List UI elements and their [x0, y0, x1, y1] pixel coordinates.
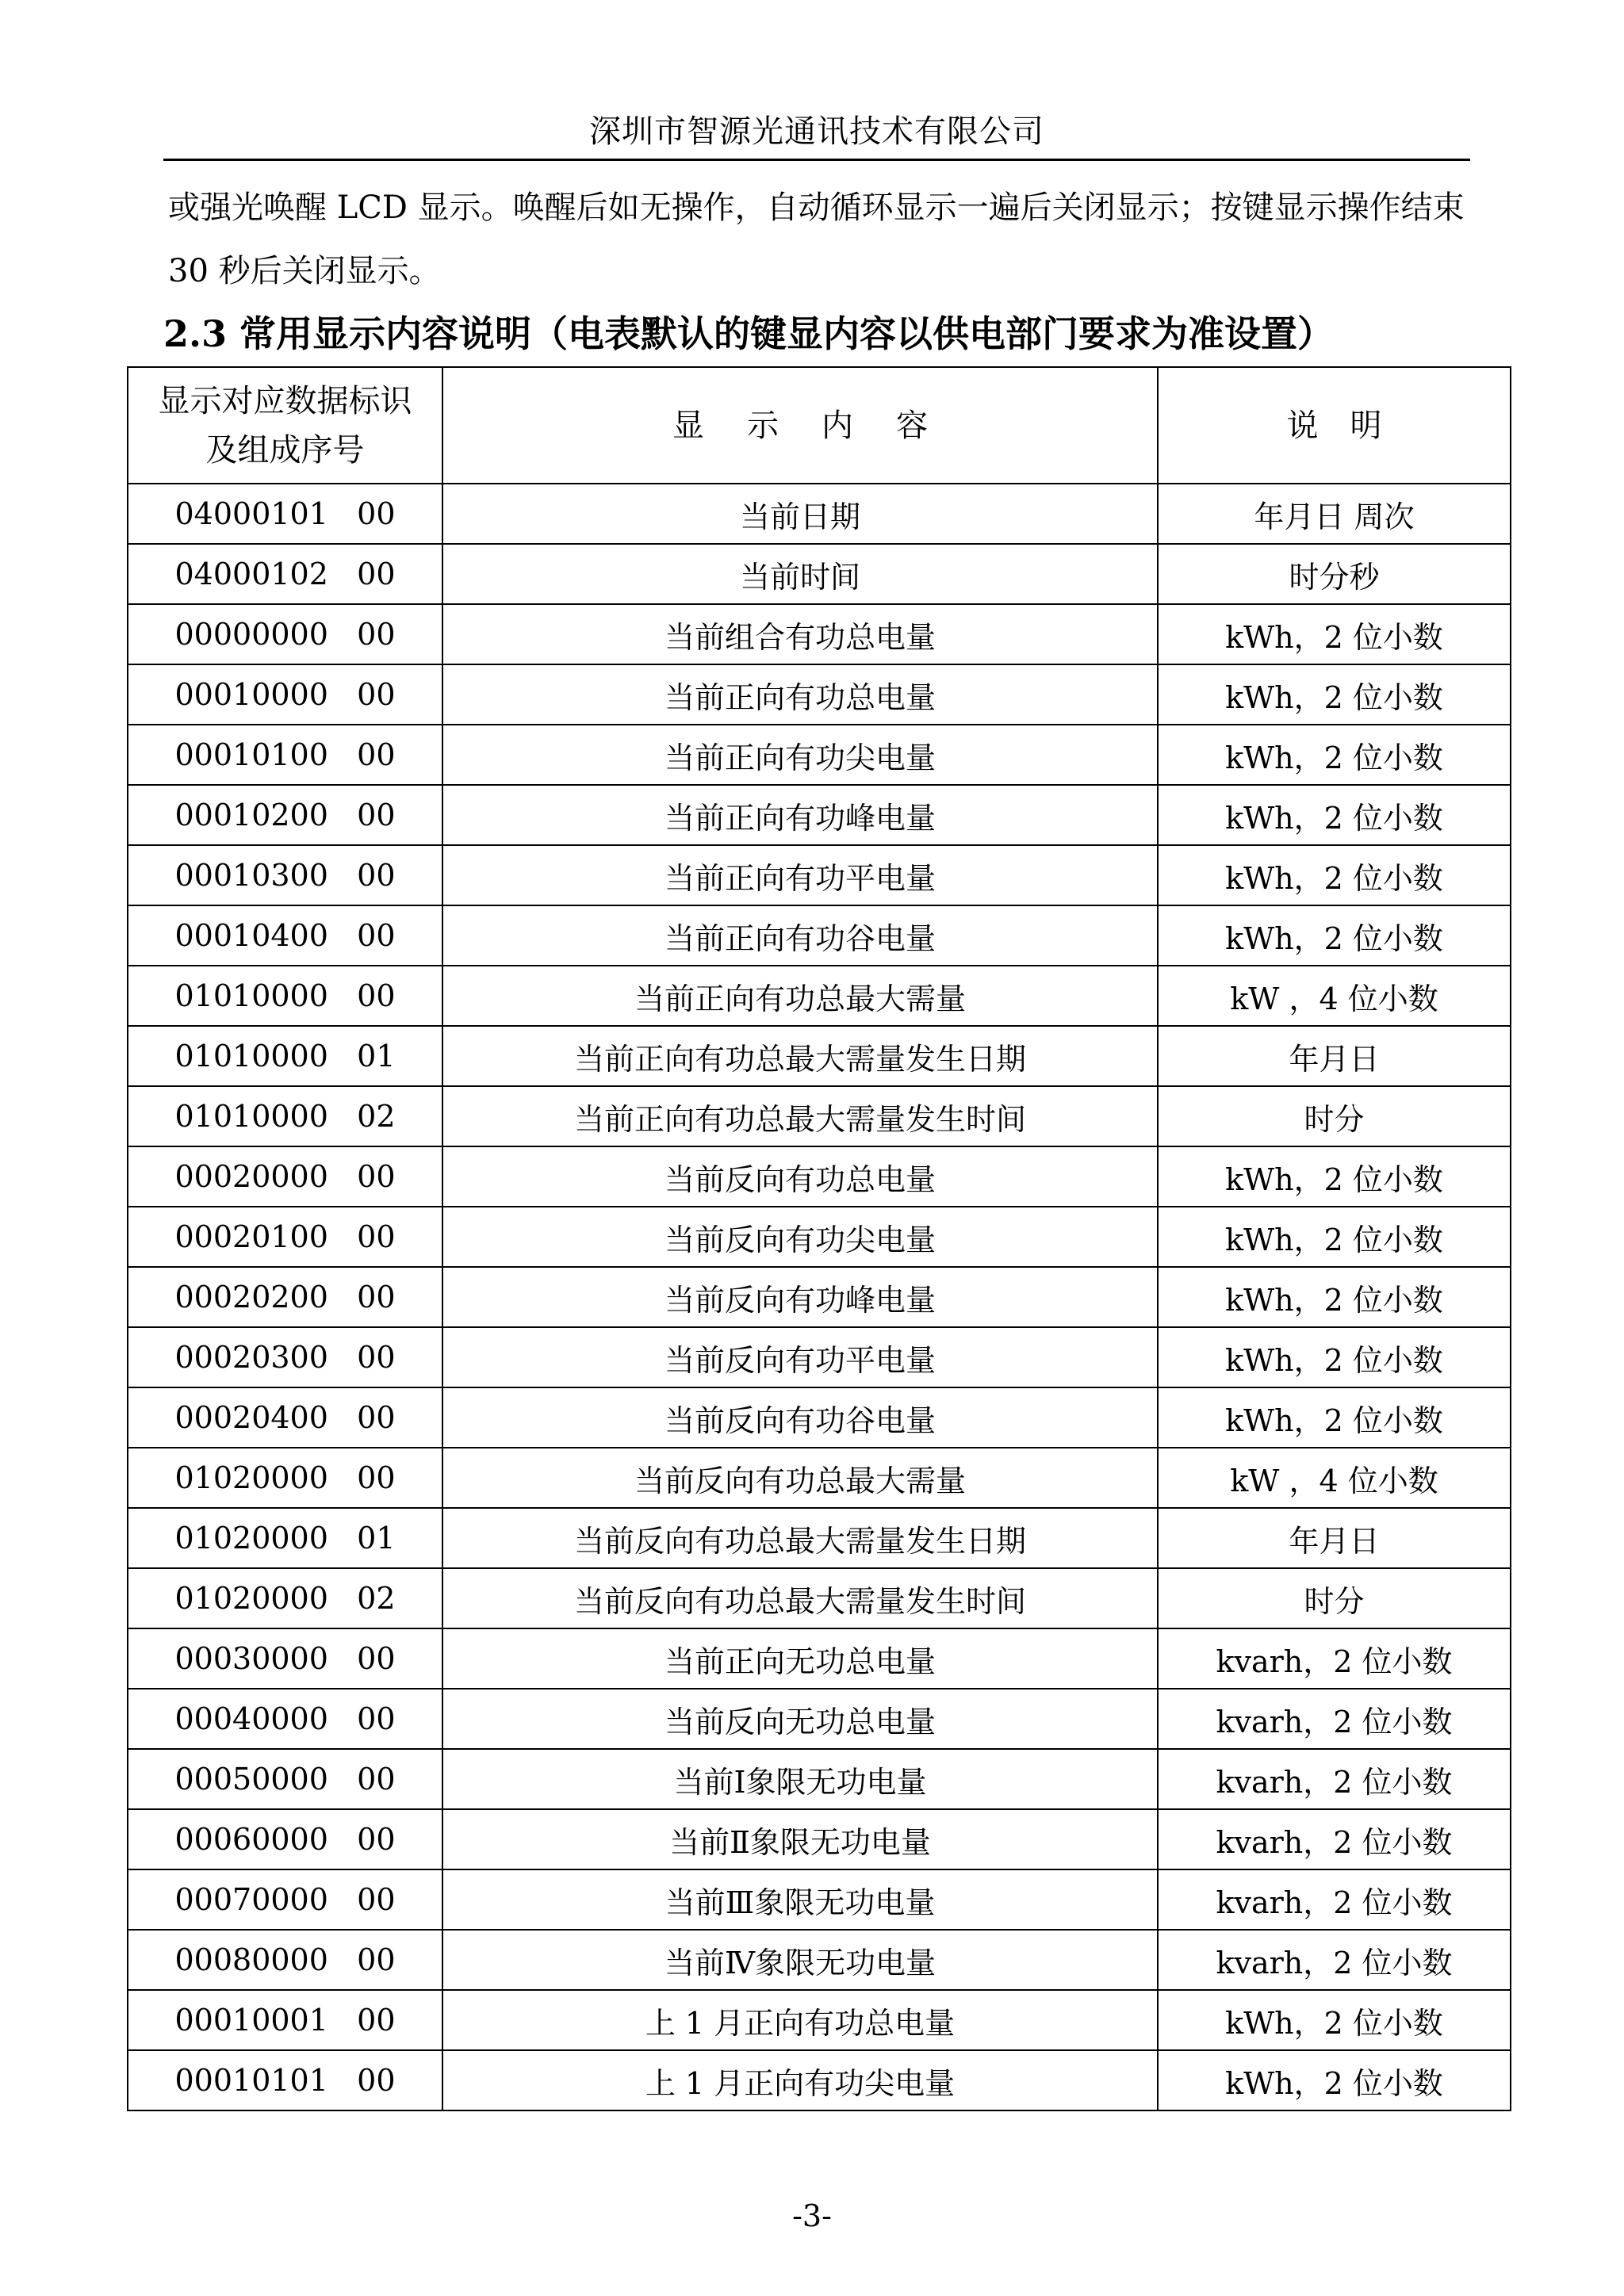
table-row	[128, 2050, 1511, 2110]
cell-data-id: 01010000 01	[128, 1026, 442, 1086]
cell-data-id: 00070000 00	[128, 1869, 442, 1930]
cell-display-content: 当前反向有功尖电量	[442, 1207, 1158, 1267]
header-data-id	[128, 367, 442, 484]
cell-data-id: 00010100 00	[128, 725, 442, 785]
cell-description: 年月日 周次	[1158, 484, 1511, 544]
header-display-content-label: 显示内容	[672, 407, 971, 444]
cell-description: kW ，4 位小数	[1158, 1448, 1511, 1508]
cell-data-id: 00010200 00	[128, 785, 442, 845]
cell-data-id: 04000102 00	[128, 544, 442, 604]
table-row	[128, 1930, 1511, 1990]
table-row	[128, 725, 1511, 785]
cell-data-id: 00050000 00	[128, 1749, 442, 1809]
cell-display-content: 当前反向有功峰电量	[442, 1267, 1158, 1327]
cell-display-content: 当前反向有功总最大需量发生时间	[442, 1568, 1158, 1628]
cell-description: kWh，2 位小数	[1158, 1387, 1511, 1448]
cell-data-id: 01020000 02	[128, 1568, 442, 1628]
cell-display-content: 上 1 月正向有功尖电量	[442, 2050, 1158, 2110]
page-number: -3-	[792, 2198, 832, 2233]
cell-data-id: 00020000 00	[128, 1146, 442, 1207]
cell-display-content: 当前正向有功总最大需量	[442, 966, 1158, 1026]
table-row	[128, 1990, 1511, 2050]
table-row	[128, 664, 1511, 725]
table-row	[128, 1628, 1511, 1689]
cell-display-content: 当前正向有功尖电量	[442, 725, 1158, 785]
header-display-content	[442, 367, 1158, 484]
cell-display-content: 当前正向有功谷电量	[442, 905, 1158, 966]
cell-description: kvarh，2 位小数	[1158, 1749, 1511, 1809]
cell-data-id: 01010000 02	[128, 1086, 442, 1146]
table-header-row	[128, 367, 1511, 484]
cell-display-content: 当前正向有功总最大需量发生时间	[442, 1086, 1158, 1146]
page-header-company: 深圳市智源光通讯技术有限公司	[589, 113, 1044, 150]
cell-display-content: 当前反向有功平电量	[442, 1327, 1158, 1387]
cell-data-id: 00080000 00	[128, 1930, 442, 1990]
table-row	[128, 1327, 1511, 1387]
table-row	[128, 1026, 1511, 1086]
cell-display-content: 当前反向无功总电量	[442, 1689, 1158, 1749]
cell-description: 时分	[1158, 1568, 1511, 1628]
cell-display-content: 当前反向有功总最大需量发生日期	[442, 1508, 1158, 1568]
cell-display-content: 当前正向无功总电量	[442, 1628, 1158, 1689]
cell-data-id: 00020100 00	[128, 1207, 442, 1267]
cell-display-content: 当前反向有功谷电量	[442, 1387, 1158, 1448]
cell-data-id: 00030000 00	[128, 1628, 442, 1689]
cell-description: kWh，2 位小数	[1158, 845, 1511, 905]
table-row	[128, 1267, 1511, 1327]
cell-description: kWh，2 位小数	[1158, 604, 1511, 664]
cell-data-id: 00040000 00	[128, 1689, 442, 1749]
cell-data-id: 00020200 00	[128, 1267, 442, 1327]
cell-display-content: 当前反向有功总电量	[442, 1146, 1158, 1207]
cell-display-content: 当前正向有功平电量	[442, 845, 1158, 905]
cell-data-id: 01010000 00	[128, 966, 442, 1026]
cell-description: kvarh，2 位小数	[1158, 1809, 1511, 1869]
table-row	[128, 1207, 1511, 1267]
display-content-table	[127, 366, 1511, 2111]
table-row	[128, 966, 1511, 1026]
cell-data-id: 00010400 00	[128, 905, 442, 966]
cell-description: 年月日	[1158, 1026, 1511, 1086]
cell-display-content: 当前组合有功总电量	[442, 604, 1158, 664]
table-row	[128, 1146, 1511, 1207]
cell-description: kWh，2 位小数	[1158, 1267, 1511, 1327]
cell-description: kvarh，2 位小数	[1158, 1869, 1511, 1930]
cell-data-id: 00010000 00	[128, 664, 442, 725]
table-row	[128, 1568, 1511, 1628]
cell-display-content: 当前时间	[442, 544, 1158, 604]
intro-paragraph: 或强光唤醒 LCD 显示。唤醒后如无操作，自动循环显示一遍后关闭显示；按键显示操作结束 30 秒后关闭显示。	[168, 189, 1465, 289]
cell-display-content: 当前正向有功总最大需量发生日期	[442, 1026, 1158, 1086]
table-row	[128, 1086, 1511, 1146]
cell-display-content: 当前Ⅰ象限无功电量	[442, 1749, 1158, 1809]
header-description-label: 说明	[1286, 407, 1414, 444]
cell-description: 时分秒	[1158, 544, 1511, 604]
section-title: 2.3 常用显示内容说明（电表默认的键显内容以供电部门要求为准设置）	[163, 312, 1335, 355]
cell-display-content: 当前Ⅳ象限无功电量	[442, 1930, 1158, 1990]
cell-description: kWh，2 位小数	[1158, 2050, 1511, 2110]
cell-description: kWh，2 位小数	[1158, 664, 1511, 725]
cell-data-id: 00010001 00	[128, 1990, 442, 2050]
cell-display-content: 当前正向有功总电量	[442, 664, 1158, 725]
cell-data-id: 00060000 00	[128, 1809, 442, 1869]
cell-description: kW ，4 位小数	[1158, 966, 1511, 1026]
header-divider	[163, 159, 1470, 161]
cell-data-id: 00020300 00	[128, 1327, 442, 1387]
table-row	[128, 1809, 1511, 1869]
cell-data-id: 01020000 00	[128, 1448, 442, 1508]
header-data-id-label: 显示对应数据标识及组成序号	[158, 382, 412, 469]
cell-description: kvarh，2 位小数	[1158, 1930, 1511, 1990]
cell-data-id: 04000101 00	[128, 484, 442, 544]
cell-display-content: 当前Ⅲ象限无功电量	[442, 1869, 1158, 1930]
cell-description: kvarh，2 位小数	[1158, 1628, 1511, 1689]
table-row	[128, 544, 1511, 604]
cell-display-content: 上 1 月正向有功总电量	[442, 1990, 1158, 2050]
cell-description: kWh，2 位小数	[1158, 725, 1511, 785]
table-row	[128, 1448, 1511, 1508]
cell-display-content: 当前日期	[442, 484, 1158, 544]
table-row	[128, 785, 1511, 845]
cell-description: kWh，2 位小数	[1158, 1146, 1511, 1207]
table-row	[128, 1508, 1511, 1568]
table-row	[128, 1387, 1511, 1448]
cell-description: kWh，2 位小数	[1158, 1990, 1511, 2050]
header-description	[1158, 367, 1511, 484]
table-row	[128, 1869, 1511, 1930]
table-row	[128, 484, 1511, 544]
cell-display-content: 当前反向有功总最大需量	[442, 1448, 1158, 1508]
cell-data-id: 00000000 00	[128, 604, 442, 664]
cell-description: kWh，2 位小数	[1158, 1327, 1511, 1387]
cell-data-id: 00010101 00	[128, 2050, 442, 2110]
table-row	[128, 1689, 1511, 1749]
cell-description: kWh，2 位小数	[1158, 785, 1511, 845]
cell-data-id: 00010300 00	[128, 845, 442, 905]
cell-description: 年月日	[1158, 1508, 1511, 1568]
table-body	[128, 484, 1511, 2110]
table-row	[128, 905, 1511, 966]
cell-description: kWh，2 位小数	[1158, 905, 1511, 966]
cell-data-id: 01020000 01	[128, 1508, 442, 1568]
cell-display-content: 当前正向有功峰电量	[442, 785, 1158, 845]
cell-data-id: 00020400 00	[128, 1387, 442, 1448]
cell-description: kWh，2 位小数	[1158, 1207, 1511, 1267]
table-row	[128, 1749, 1511, 1809]
cell-description: 时分	[1158, 1086, 1511, 1146]
table-row	[128, 604, 1511, 664]
cell-display-content: 当前Ⅱ象限无功电量	[442, 1809, 1158, 1869]
cell-description: kvarh，2 位小数	[1158, 1689, 1511, 1749]
table-row	[128, 845, 1511, 905]
